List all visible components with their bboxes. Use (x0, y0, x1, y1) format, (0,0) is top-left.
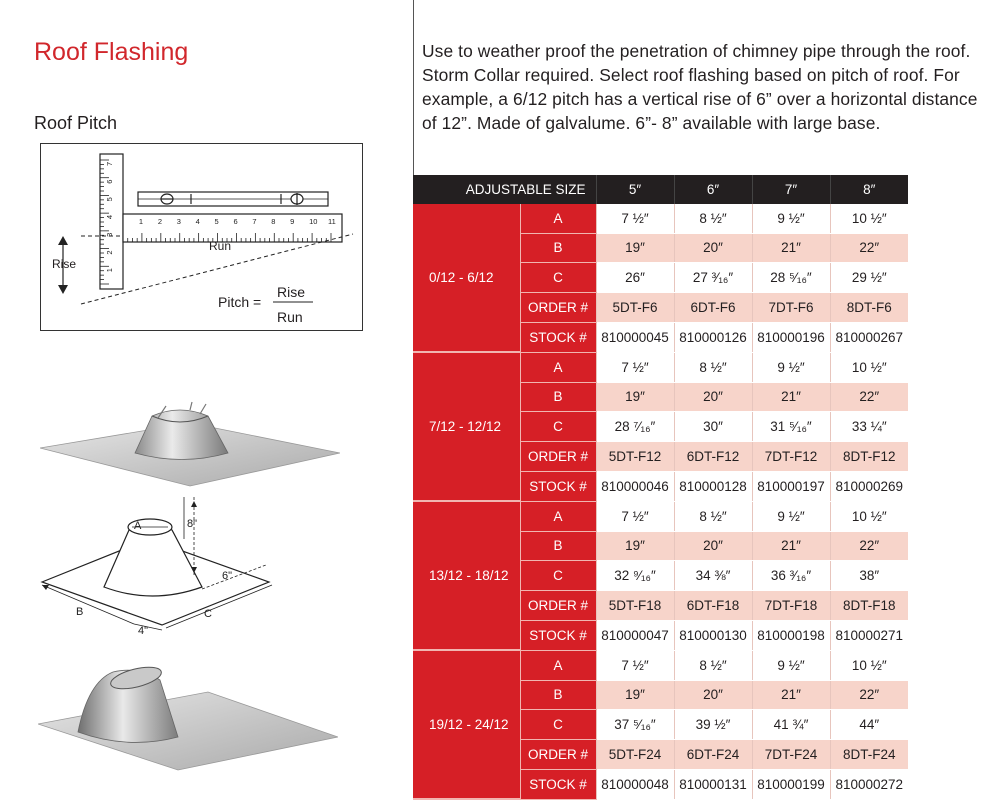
row-label-cell: C (520, 561, 596, 591)
value-cell: 810000267 (830, 322, 908, 352)
value-cell: 10 ½″ (830, 204, 908, 233)
row-label-cell: A (520, 204, 596, 233)
vertical-ruler-number: 5 (105, 197, 114, 202)
flashing-illustration-low-pitch (40, 398, 340, 488)
header-size: 7″ (752, 175, 830, 204)
horizontal-ruler-number: 1 (138, 217, 144, 226)
value-cell: 6DT-F6 (674, 293, 752, 323)
value-cell: 20″ (674, 382, 752, 412)
horizontal-ruler-number: 5 (214, 217, 219, 226)
table-row (413, 204, 908, 233)
horizontal-ruler-number: 4 (195, 217, 200, 226)
vertical-ruler-number: 2 (105, 250, 114, 255)
value-cell: 9 ½″ (752, 501, 830, 531)
dimension-label-a: A (134, 520, 142, 532)
vertical-ruler-number: 4 (105, 214, 114, 220)
value-cell: 8 ½″ (674, 650, 752, 680)
dimension-label-c: C (204, 608, 212, 620)
horizontal-ruler-number: 2 (157, 217, 162, 226)
table-row (413, 501, 908, 531)
value-cell: 10 ½″ (830, 501, 908, 531)
value-cell: 44″ (830, 710, 908, 740)
table-row (413, 650, 908, 680)
value-cell: 810000271 (830, 620, 908, 650)
value-cell: 31 ⁵⁄₁₆″ (752, 412, 830, 442)
row-label-cell: C (520, 263, 596, 293)
value-cell: 810000045 (596, 322, 674, 352)
value-cell: 9 ½″ (752, 352, 830, 382)
description-text: Use to weather proof the penetration of chimney pipe through the roof. Storm Collar required. Select roof flashing based on pitch of roof. For example, a 6/12 pitch has a vertical rise of 6” over a horizontal distance of 12”. Made of galvalume. 6”- 8” available with large base. (422, 41, 978, 133)
value-cell: 810000047 (596, 620, 674, 650)
section-subtitle: Roof Pitch (34, 113, 118, 133)
value-cell: 810000197 (752, 471, 830, 501)
pitch-formula-label: Pitch = (218, 294, 262, 310)
value-cell: 10 ½″ (830, 650, 908, 680)
value-cell: 8DT-F18 (830, 591, 908, 621)
vertical-ruler-number: 6 (105, 179, 114, 184)
value-cell: 39 ½″ (674, 710, 752, 740)
flashing-spec-table (413, 175, 908, 800)
value-cell: 19″ (596, 233, 674, 263)
pitch-formula-denominator: Run (277, 309, 303, 325)
value-cell: 8DT-F24 (830, 740, 908, 770)
value-cell: 19″ (596, 680, 674, 710)
horizontal-ruler-number: 6 (233, 217, 238, 226)
row-label-cell: C (520, 710, 596, 740)
value-cell: 7DT-F6 (752, 293, 830, 323)
row-label-cell: B (520, 233, 596, 263)
header-size: 5″ (596, 175, 674, 204)
horizontal-ruler-number: 10 (309, 217, 318, 226)
pitch-range-cell: 7/12 - 12/12 (413, 352, 520, 501)
horizontal-ruler-number: 8 (271, 217, 276, 226)
value-cell: 8DT-F12 (830, 442, 908, 472)
value-cell: 21″ (752, 233, 830, 263)
horizontal-ruler-number: 11 (328, 217, 336, 226)
value-cell: 22″ (830, 531, 908, 561)
value-cell: 21″ (752, 382, 830, 412)
value-cell: 34 ⅜″ (674, 561, 752, 591)
value-cell: 19″ (596, 382, 674, 412)
row-label-cell: A (520, 352, 596, 382)
value-cell: 19″ (596, 531, 674, 561)
value-cell: 5DT-F12 (596, 442, 674, 472)
row-label-cell: B (520, 382, 596, 412)
value-cell: 810000128 (674, 471, 752, 501)
row-label-cell: ORDER # (520, 442, 596, 472)
value-cell: 810000126 (674, 322, 752, 352)
row-label-cell: ORDER # (520, 293, 596, 323)
value-cell: 32 ⁹⁄₁₆″ (596, 561, 674, 591)
value-cell: 28 ⁷⁄₁₆″ (596, 412, 674, 442)
dimension-label-height: 8" (187, 518, 198, 530)
horizontal-ruler-number: 3 (176, 217, 181, 226)
value-cell: 38″ (830, 561, 908, 591)
value-cell: 7 ½″ (596, 352, 674, 382)
table-header-row (413, 175, 908, 204)
value-cell: 7 ½″ (596, 501, 674, 531)
row-label-cell: A (520, 650, 596, 680)
value-cell: 22″ (830, 680, 908, 710)
value-cell: 7DT-F18 (752, 591, 830, 621)
value-cell: 7DT-F12 (752, 442, 830, 472)
pitch-range-cell: 0/12 - 6/12 (413, 204, 520, 352)
horizontal-ruler-number: 7 (252, 217, 257, 226)
row-label-cell: STOCK # (520, 769, 596, 799)
horizontal-ruler-number: 9 (290, 217, 295, 226)
dimension-label-b: B (76, 606, 84, 618)
row-label-cell: B (520, 531, 596, 561)
row-label-cell: ORDER # (520, 740, 596, 770)
header-size: 8″ (830, 175, 908, 204)
value-cell: 5DT-F6 (596, 293, 674, 323)
value-cell: 6DT-F12 (674, 442, 752, 472)
value-cell: 28 ⁵⁄₁₆″ (752, 263, 830, 293)
value-cell: 810000272 (830, 769, 908, 799)
pitch-range-cell: 13/12 - 18/12 (413, 501, 520, 650)
value-cell: 26″ (596, 263, 674, 293)
value-cell: 27 ³⁄₁₆″ (674, 263, 752, 293)
value-cell: 20″ (674, 233, 752, 263)
value-cell: 33 ¼″ (830, 412, 908, 442)
value-cell: 41 ¾″ (752, 710, 830, 740)
vertical-ruler-number: 3 (105, 232, 114, 237)
value-cell: 7 ½″ (596, 204, 674, 233)
row-label-cell: ORDER # (520, 591, 596, 621)
value-cell: 29 ½″ (830, 263, 908, 293)
row-label-cell: A (520, 501, 596, 531)
value-cell: 810000046 (596, 471, 674, 501)
value-cell: 8 ½″ (674, 352, 752, 382)
value-cell: 22″ (830, 233, 908, 263)
value-cell: 6DT-F24 (674, 740, 752, 770)
value-cell: 7 ½″ (596, 650, 674, 680)
value-cell: 36 ³⁄₁₆″ (752, 561, 830, 591)
value-cell: 5DT-F18 (596, 591, 674, 621)
row-label-cell: STOCK # (520, 620, 596, 650)
header-adjustable-size: ADJUSTABLE SIZE (413, 175, 596, 204)
value-cell: 8DT-F6 (830, 293, 908, 323)
value-cell: 810000130 (674, 620, 752, 650)
value-cell: 21″ (752, 531, 830, 561)
table-row (413, 352, 908, 382)
header-size: 6″ (674, 175, 752, 204)
value-cell: 810000198 (752, 620, 830, 650)
value-cell: 6DT-F18 (674, 591, 752, 621)
value-cell: 20″ (674, 680, 752, 710)
value-cell: 22″ (830, 382, 908, 412)
row-label-cell: STOCK # (520, 471, 596, 501)
vertical-ruler-number: 7 (105, 161, 114, 166)
flashing-dimension-diagram (34, 497, 334, 642)
value-cell: 810000131 (674, 769, 752, 799)
rise-label: Rise (52, 257, 77, 271)
row-label-cell: C (520, 412, 596, 442)
value-cell: 810000048 (596, 769, 674, 799)
pitch-formula-numerator: Rise (277, 284, 306, 300)
dimension-label-side: 6" (222, 570, 233, 582)
value-cell: 810000196 (752, 322, 830, 352)
value-cell: 8 ½″ (674, 204, 752, 233)
value-cell: 9 ½″ (752, 204, 830, 233)
value-cell: 20″ (674, 531, 752, 561)
value-cell: 9 ½″ (752, 650, 830, 680)
row-label-cell: STOCK # (520, 322, 596, 352)
roof-pitch-diagram (40, 143, 363, 331)
value-cell: 5DT-F24 (596, 740, 674, 770)
value-cell: 7DT-F24 (752, 740, 830, 770)
value-cell: 10 ½″ (830, 352, 908, 382)
value-cell: 8 ½″ (674, 501, 752, 531)
run-label: Run (209, 239, 232, 253)
pitch-diagram-drawing (41, 144, 364, 332)
page-title: Roof Flashing (34, 38, 189, 66)
value-cell: 810000269 (830, 471, 908, 501)
vertical-ruler-number: 1 (105, 268, 114, 273)
flashing-illustration-steep-pitch (38, 662, 338, 772)
divider-line (413, 0, 414, 175)
value-cell: 810000199 (752, 769, 830, 799)
value-cell: 21″ (752, 680, 830, 710)
pitch-range-cell: 19/12 - 24/12 (413, 650, 520, 799)
dimension-label-base: 4" (138, 625, 149, 637)
row-label-cell: B (520, 680, 596, 710)
value-cell: 30″ (674, 412, 752, 442)
value-cell: 37 ⁵⁄₁₆″ (596, 710, 674, 740)
